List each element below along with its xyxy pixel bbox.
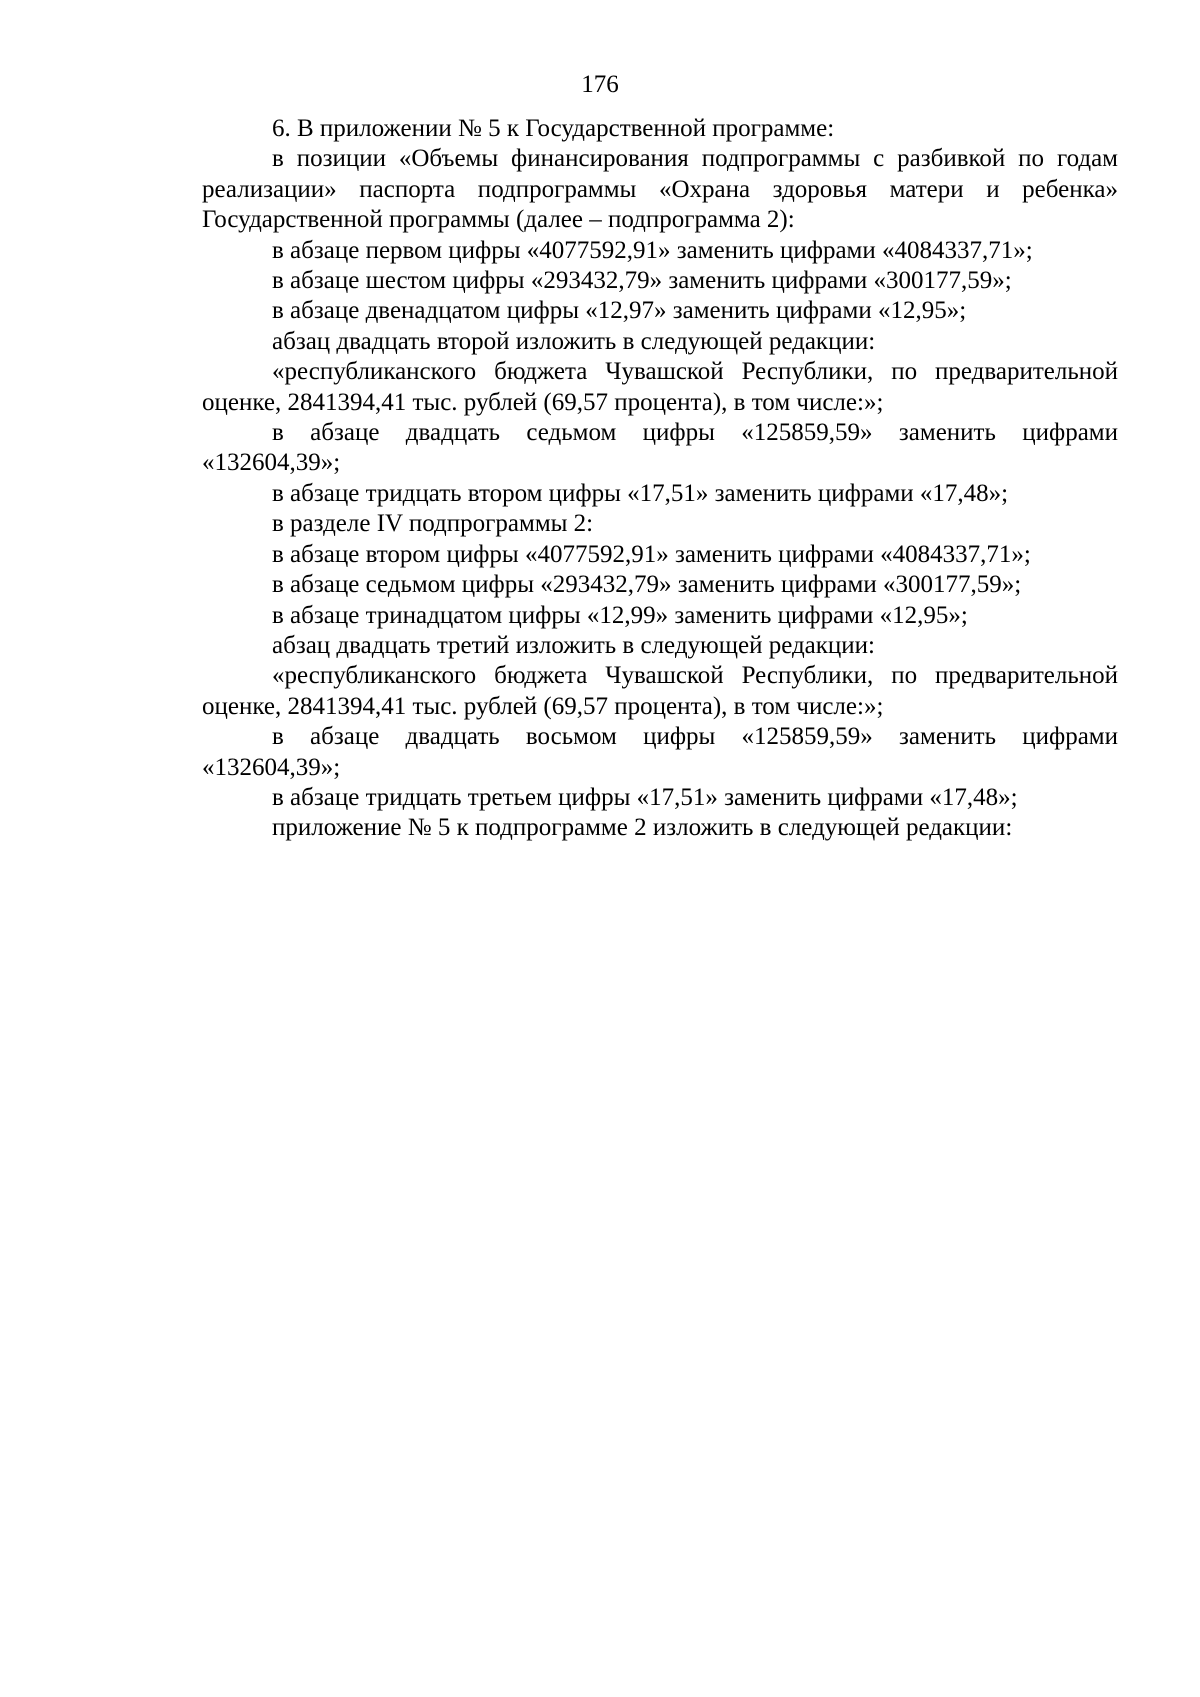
paragraph-13: в абзаце тринадцатом цифры «12,99» заменить цифрами «12,95»; — [272, 601, 968, 629]
paragraph-1: 6. В приложении № 5 к Государственной программе: — [272, 115, 835, 142]
paragraph-4: в абзаце шестом цифры «293432,79» заменить цифрами «300177,59»; — [272, 267, 1012, 295]
paragraph-18: приложение № 5 к подпрограмме 2 изложить в следующей редакции: — [272, 814, 1013, 842]
paragraph-17: в абзаце тридцать третьем цифры «17,51» заменить цифрами «17,48»; — [272, 783, 1018, 811]
paragraph-9: в абзаце тридцать втором цифры «17,51» заменить цифрами «17,48»; — [272, 479, 1009, 507]
paragraph-15: «республиканского бюджета Чувашской Республики, по предварительной оценке, 2841394,41 тыс. рублей (69,57 процента), в том числе:»; — [202, 662, 1118, 720]
paragraph-7: «республиканского бюджета Чувашской Республики, по предварительной оценке, 2841394,41 тыс. рублей (69,57 процента), в том числе:»; — [202, 358, 1118, 416]
paragraph-3: в абзаце первом цифры «4077592,91» заменить цифрами «4084337,71»; — [272, 236, 1033, 264]
paragraph-10: в разделе IV подпрограммы 2: — [272, 510, 594, 538]
paragraph-5: в абзаце двенадцатом цифры «12,97» заменить цифрами «12,95»; — [272, 297, 967, 325]
paragraph-16: в абзаце двадцать восьмом цифры «125859,59» заменить цифрами «132604,39»; — [202, 723, 1118, 781]
paragraph-2: в позиции «Объемы финансирования подпрограммы с разбивкой по годам реализации» паспорта подпрограммы «Охрана здоровья матери и ребенка» Государственной программы (далее – подпрограмма 2): — [202, 145, 1118, 234]
paragraph-8: в абзаце двадцать седьмом цифры «125859,59» заменить цифрами «132604,39»; — [202, 419, 1118, 477]
paragraph-11: в абзаце втором цифры «4077592,91» заменить цифрами «4084337,71»; — [272, 540, 1031, 568]
paragraph-6: абзац двадцать второй изложить в следующей редакции: — [272, 327, 876, 355]
paragraph-12: в абзаце седьмом цифры «293432,79» заменить цифрами «300177,59»; — [272, 571, 1022, 599]
document-body — [202, 114, 1118, 844]
page-number: 176 — [581, 71, 619, 98]
paragraph-14: абзац двадцать третий изложить в следующей редакции: — [272, 631, 876, 659]
